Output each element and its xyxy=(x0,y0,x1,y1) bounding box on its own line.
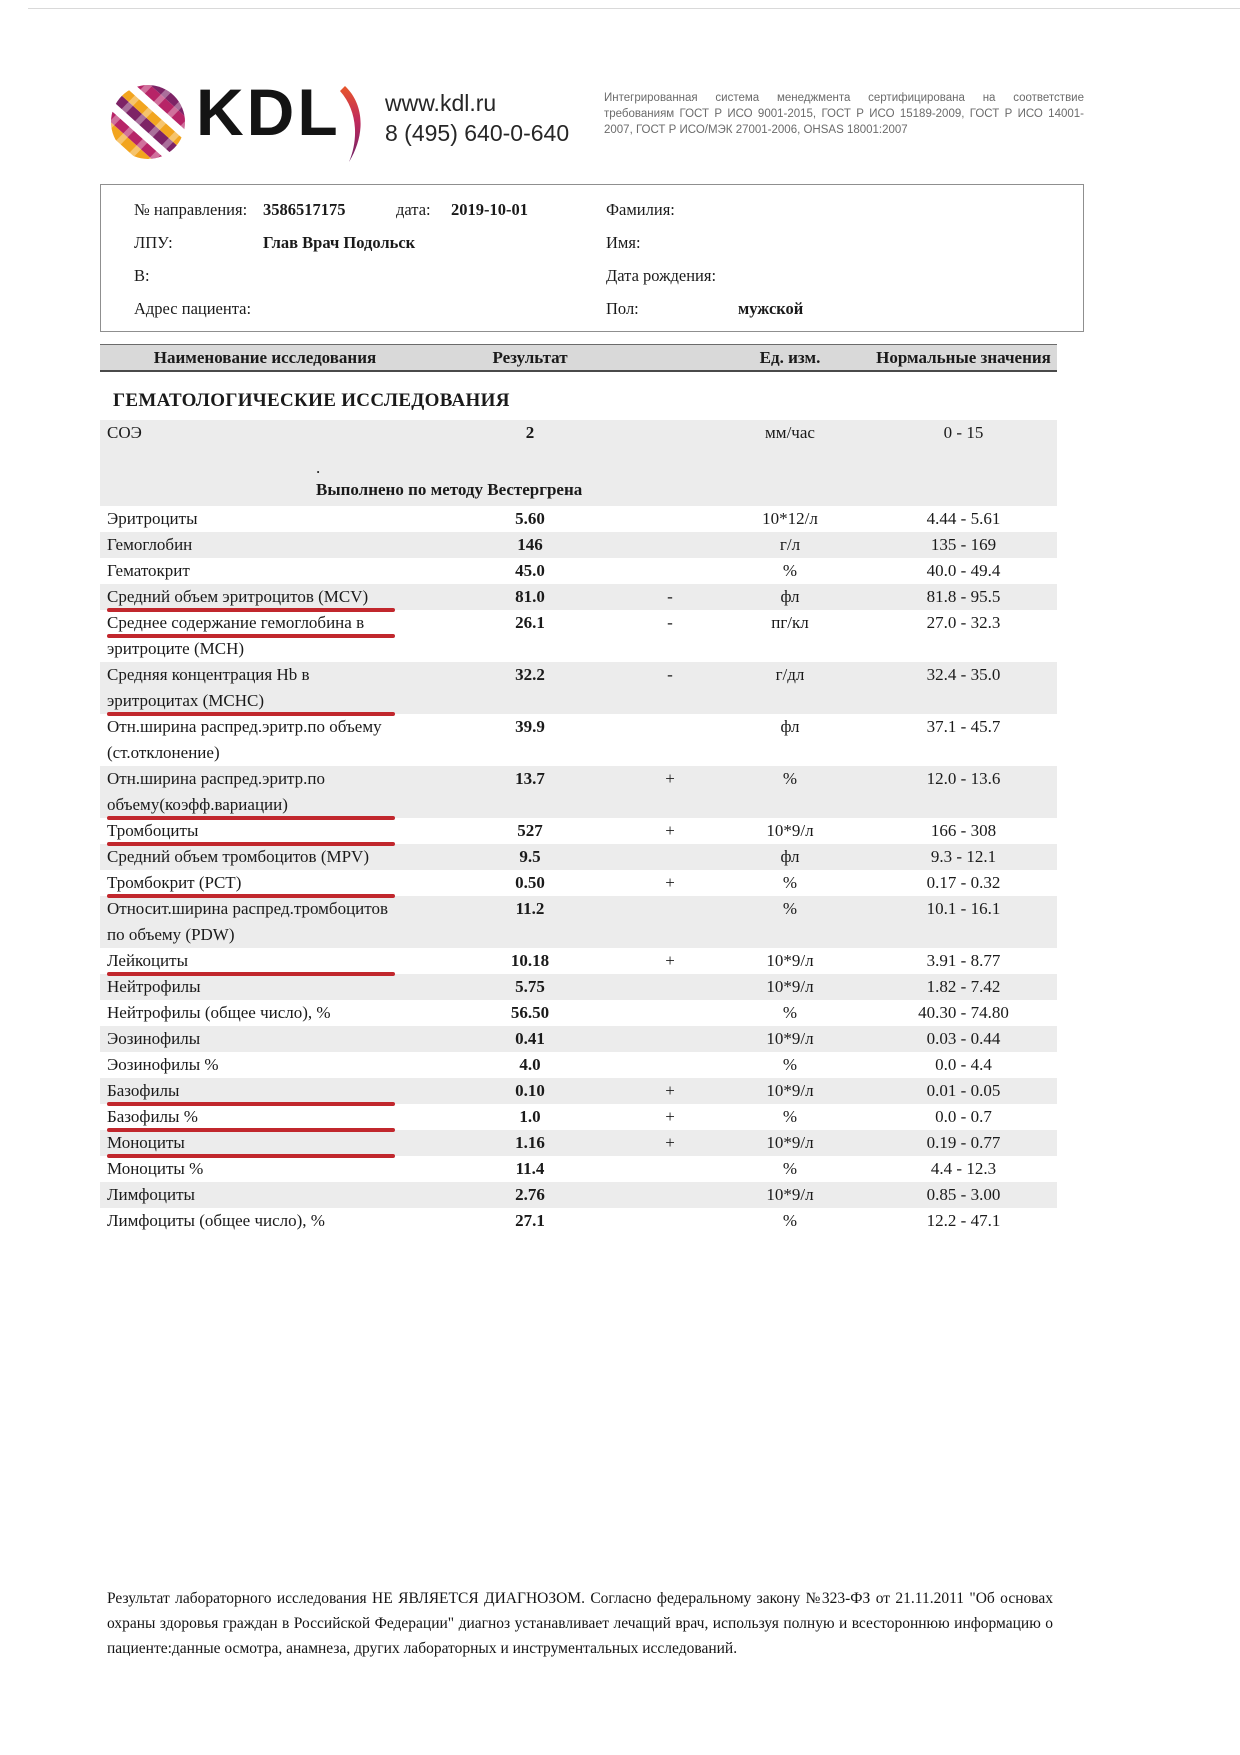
test-flag xyxy=(630,532,710,558)
test-units: 10*9/л xyxy=(766,1133,814,1152)
test-flag xyxy=(630,420,710,446)
table-row xyxy=(100,896,1057,948)
test-result: 10.18 xyxy=(510,951,550,970)
test-name: Нейтрофилы (общее число), % xyxy=(107,1003,331,1022)
table-row xyxy=(100,558,1057,584)
test-result: 0.10 xyxy=(515,1081,545,1100)
table-row xyxy=(100,948,1057,974)
test-normal-range: 12.2 - 47.1 xyxy=(926,1211,1001,1230)
table-row xyxy=(100,662,1057,714)
test-flag xyxy=(630,558,710,584)
test-units: % xyxy=(782,1055,798,1074)
test-result: 13.7 xyxy=(515,769,545,788)
test-flag: + xyxy=(665,821,675,840)
test-normal-range: 135 - 169 xyxy=(930,535,997,554)
test-normal-range: 40.0 - 49.4 xyxy=(926,561,1001,580)
table-row xyxy=(100,506,1057,532)
test-result: 32.2 xyxy=(515,665,545,684)
test-flag: - xyxy=(667,587,673,606)
table-row xyxy=(100,1026,1057,1052)
test-normal-range: 37.1 - 45.7 xyxy=(926,717,1001,736)
sex-label: Пол: xyxy=(606,299,639,318)
test-units: г/л xyxy=(779,535,801,554)
table-row xyxy=(100,1104,1057,1130)
test-units: 10*12/л xyxy=(762,509,818,528)
table-row xyxy=(100,584,1057,610)
test-units: 10*9/л xyxy=(766,1081,814,1100)
test-units: 10*9/л xyxy=(766,821,814,840)
test-units: 10*9/л xyxy=(766,951,814,970)
test-flag: + xyxy=(665,951,675,970)
test-result: 1.0 xyxy=(519,1107,541,1126)
test-name: Эозинофилы % xyxy=(107,1055,219,1074)
address-label: Адрес пациента: xyxy=(134,299,252,318)
test-result: 27.1 xyxy=(515,1211,545,1230)
test-units: фл xyxy=(780,847,800,866)
referral-number-value: 3586517175 xyxy=(263,200,346,219)
table-row xyxy=(100,818,1057,844)
table-row xyxy=(100,844,1057,870)
table-row xyxy=(100,1052,1057,1078)
test-normal-range: 10.1 - 16.1 xyxy=(926,899,1001,918)
column-normal-range: Нормальные значения xyxy=(876,347,1051,367)
test-name: Средний объем тромбоцитов (MPV) xyxy=(107,847,369,866)
test-result: 0.50 xyxy=(515,873,545,892)
results-table-body xyxy=(100,420,1057,1234)
test-units: % xyxy=(782,873,798,892)
test-units: % xyxy=(782,899,798,918)
date-label: дата: xyxy=(396,200,431,219)
test-result: 0.41 xyxy=(515,1029,545,1048)
results-table-header xyxy=(100,344,1057,372)
test-normal-range: 0.01 - 0.05 xyxy=(926,1081,1001,1100)
test-name: Среднее содержание гемоглобина в xyxy=(107,610,430,636)
test-units: 10*9/л xyxy=(766,1185,814,1204)
test-flag: + xyxy=(665,1107,675,1126)
test-units: % xyxy=(782,561,798,580)
test-result: 26.1 xyxy=(515,613,545,632)
test-normal-range: 0.03 - 0.44 xyxy=(926,1029,1001,1048)
test-name: Отн.ширина распред.эритр.по xyxy=(107,769,326,788)
test-name-line2: эритроците (MCH) xyxy=(107,639,245,658)
test-normal-range: 0.0 - 4.4 xyxy=(935,1055,992,1074)
test-name: Относит.ширина распред.тромбоцитов xyxy=(107,899,389,918)
test-normal-range: 27.0 - 32.3 xyxy=(926,613,1001,632)
birthdate-label: Дата рождения: xyxy=(606,266,717,285)
test-units: % xyxy=(782,769,798,788)
surname-label: Фамилия: xyxy=(606,200,675,219)
table-row xyxy=(100,1208,1057,1234)
lpu-label: ЛПУ: xyxy=(134,233,173,252)
test-flag xyxy=(630,714,710,766)
firstname-label: Имя: xyxy=(606,233,641,252)
table-row xyxy=(100,1156,1057,1182)
test-flag: + xyxy=(665,1081,675,1100)
patient-info-box xyxy=(100,184,1084,332)
test-name-line2: (ст.отклонение) xyxy=(107,743,220,762)
test-name: Отн.ширина распред.эритр.по объему xyxy=(107,717,382,736)
test-name: Эритроциты xyxy=(107,509,198,528)
test-units: % xyxy=(782,1003,798,1022)
test-normal-range: 0.17 - 0.32 xyxy=(926,873,1001,892)
test-result: 56.50 xyxy=(510,1003,550,1022)
test-normal-range: 4.44 - 5.61 xyxy=(926,509,1001,528)
test-normal-range: 0.85 - 3.00 xyxy=(926,1185,1001,1204)
test-result: 1.16 xyxy=(515,1133,545,1152)
kdl-logo-text: KDL xyxy=(196,75,341,149)
referral-number-label: № направления: xyxy=(134,200,248,219)
method-note: Выполнено по методу Вестергрена xyxy=(316,480,583,499)
sex-value: мужской xyxy=(738,299,804,318)
test-normal-range: 3.91 - 8.77 xyxy=(926,951,1001,970)
test-normal-range: 0.19 - 0.77 xyxy=(926,1133,1001,1152)
disclaimer-text: Результат лабораторного исследования НЕ ЯВЛЯЕТСЯ ДИАГНОЗОМ. Согласно федеральному закону №323-ФЗ от 21.11.2011 "Об основах охраны здоровья граждан в Российской Федерации" диагноз устанавливает лечащий врач, используя полную и всестороннюю информацию о пациенте:данные осмотра, анамнеза, других лабораторных и инструментальных исследований. xyxy=(107,1590,1053,1657)
note-dot: . xyxy=(316,458,321,477)
doctor-label: В: xyxy=(134,266,150,285)
test-name: СОЭ xyxy=(107,423,142,442)
brand-swoosh-icon xyxy=(338,84,370,169)
test-flag xyxy=(630,1208,710,1234)
test-units: % xyxy=(782,1107,798,1126)
test-units: % xyxy=(782,1159,798,1178)
test-normal-range: 40.30 - 74.80 xyxy=(918,1003,1009,1022)
table-row xyxy=(100,974,1057,1000)
test-result: 45.0 xyxy=(515,561,545,580)
test-name: Эозинофилы xyxy=(107,1029,201,1048)
test-result: 11.4 xyxy=(515,1159,545,1178)
table-row xyxy=(100,1130,1057,1156)
test-name: Тромбокрит (PCT) xyxy=(107,870,430,896)
table-row xyxy=(100,420,1057,506)
test-flag xyxy=(630,1000,710,1026)
table-row xyxy=(100,1000,1057,1026)
table-row xyxy=(100,870,1057,896)
test-name: Моноциты % xyxy=(107,1159,204,1178)
contact-block xyxy=(385,88,569,148)
test-name: Моноциты xyxy=(107,1130,430,1156)
test-flag: + xyxy=(665,873,675,892)
test-units: 10*9/л xyxy=(766,977,814,996)
test-result: 9.5 xyxy=(519,847,541,866)
test-result: 39.9 xyxy=(515,717,545,736)
test-result: 5.75 xyxy=(515,977,545,996)
table-row xyxy=(100,1182,1057,1208)
test-name: Тромбоциты xyxy=(107,818,430,844)
table-row xyxy=(100,610,1057,662)
test-units: 10*9/л xyxy=(766,1029,814,1048)
test-units: г/дл xyxy=(775,665,805,684)
test-flag xyxy=(630,844,710,870)
website-url: www.kdl.ru xyxy=(385,90,497,116)
kdl-logo-sphere-icon xyxy=(108,82,188,167)
test-normal-range: 32.4 - 35.0 xyxy=(926,665,1001,684)
test-units: пг/кл xyxy=(771,613,809,632)
test-flag: - xyxy=(667,665,673,684)
table-row xyxy=(100,714,1057,766)
test-result: 5.60 xyxy=(515,509,545,528)
test-units: фл xyxy=(780,587,800,606)
test-normal-range: 12.0 - 13.6 xyxy=(926,769,1001,788)
test-name: Нейтрофилы xyxy=(107,977,201,996)
test-name: Средний объем эритроцитов (MCV) xyxy=(107,584,430,610)
test-flag xyxy=(630,1026,710,1052)
test-normal-range: 81.8 - 95.5 xyxy=(926,587,1001,606)
test-result: 81.0 xyxy=(515,587,545,606)
test-result: 4.0 xyxy=(519,1055,541,1074)
lpu-value: Глав Врач Подольск xyxy=(263,233,416,252)
test-flag xyxy=(630,974,710,1000)
test-name: Гематокрит xyxy=(107,561,190,580)
test-result: 527 xyxy=(517,821,543,840)
test-name: Средняя концентрация Hb в xyxy=(107,665,310,684)
test-result: 146 xyxy=(517,535,543,554)
test-units: % xyxy=(782,1211,798,1230)
test-flag xyxy=(630,1156,710,1182)
column-units: Ед. изм. xyxy=(759,347,821,367)
test-name: Базофилы % xyxy=(107,1104,430,1130)
test-flag: - xyxy=(667,613,673,632)
test-result: 2.76 xyxy=(515,1185,545,1204)
date-value: 2019-10-01 xyxy=(451,200,528,219)
table-row xyxy=(100,766,1057,818)
test-name-line2: объему(коэфф.вариации) xyxy=(107,792,430,818)
test-normal-range: 0 - 15 xyxy=(943,423,984,442)
column-test-name: Наименование исследования xyxy=(153,347,377,367)
test-flag xyxy=(630,1052,710,1078)
test-name: Лимфоциты xyxy=(107,1185,195,1204)
test-flag xyxy=(630,1182,710,1208)
test-units: фл xyxy=(780,717,800,736)
test-normal-range: 4.4 - 12.3 xyxy=(930,1159,997,1178)
test-normal-range: 166 - 308 xyxy=(930,821,997,840)
column-result: Результат xyxy=(492,347,568,367)
section-title-hematology: ГЕМАТОЛОГИЧЕСКИЕ ИССЛЕДОВАНИЯ xyxy=(113,390,510,411)
test-flag: + xyxy=(665,769,675,788)
test-name: Лейкоциты xyxy=(107,948,430,974)
test-result: 11.2 xyxy=(515,899,545,918)
test-flag: + xyxy=(665,1133,675,1152)
page-top-rule xyxy=(28,8,1240,9)
certification-text: Интегрированная система менеджмента сертифицирована на соответствие требованиям ГОСТ Р ИСО 9001-2015, ГОСТ Р ИСО 15189-2009, ГОСТ Р ИСО 14001-2007, ГОСТ Р ИСО/МЭК 27001-2006, OHSAS 18001:2007 xyxy=(604,92,1084,136)
phone-number: 8 (495) 640-0-640 xyxy=(385,120,570,146)
test-name: Базофилы xyxy=(107,1078,430,1104)
test-name: Лимфоциты (общее число), % xyxy=(107,1211,325,1230)
test-units: мм/час xyxy=(765,423,815,442)
test-normal-range: 9.3 - 12.1 xyxy=(930,847,997,866)
test-flag xyxy=(630,506,710,532)
table-row xyxy=(100,532,1057,558)
test-normal-range: 0.0 - 0.7 xyxy=(935,1107,992,1126)
test-flag xyxy=(630,896,710,948)
test-name: Гемоглобин xyxy=(107,535,193,554)
test-result: 2 xyxy=(525,423,535,442)
test-normal-range: 1.82 - 7.42 xyxy=(926,977,1001,996)
test-name-line2: по объему (PDW) xyxy=(107,925,235,944)
table-row xyxy=(100,1078,1057,1104)
test-name-line2: эритроцитах (MCHC) xyxy=(107,688,430,714)
